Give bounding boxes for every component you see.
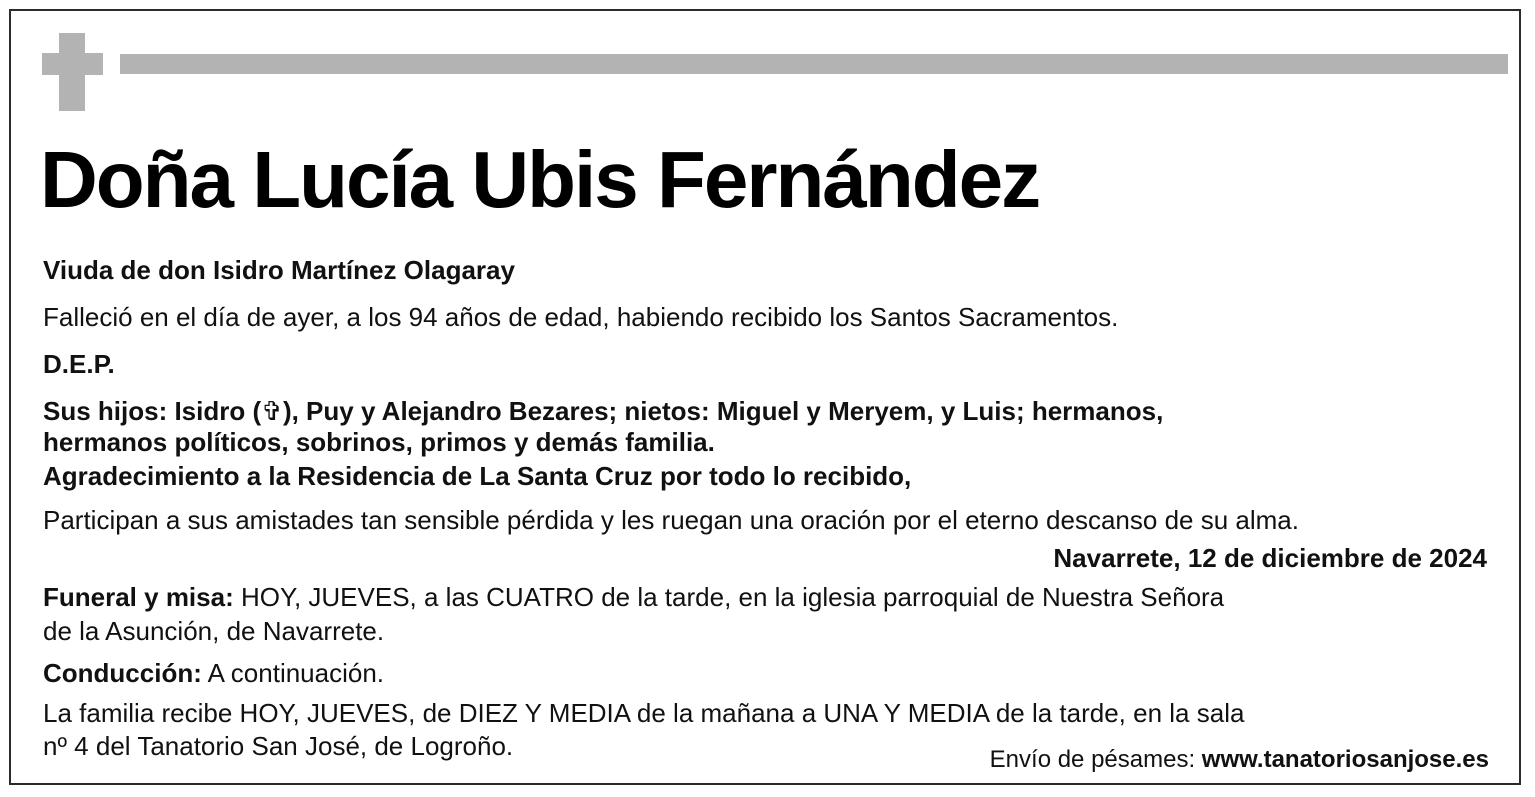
funeral-label: Funeral y misa: — [43, 582, 234, 612]
reception-line-2: nº 4 del Tanatorio San José, de Logroño. — [43, 731, 514, 761]
rip-text: D.E.P. — [43, 349, 115, 379]
conduction-line — [43, 659, 384, 688]
condolence-line — [990, 746, 1489, 774]
condolence-url[interactable]: www.tanatoriosanjose.es — [1201, 746, 1489, 773]
family-line-1-end: ), Puy y Alejandro Bezares; nietos: Miguel y Meryem, y Luis; hermanos, — [282, 396, 1164, 426]
widow-of-line: Viuda de don Isidro Martínez Olagaray — [43, 255, 515, 285]
request-line: Participan a sus amistades tan sensible pérdida y les ruegan una oración por el eterno descanso de su alma. — [43, 505, 1299, 535]
conduction-label: Conducción: — [43, 658, 202, 688]
condolence-label: Envío de pésames: — [989, 746, 1202, 773]
family-line-1 — [43, 397, 1163, 426]
place-date: Navarrete, 12 de diciembre de 2024 — [1053, 543, 1487, 573]
reception-line-1: La familia recibe HOY, JUEVES, de DIEZ Y MEDIA de la mañana a UNA Y MEDIA de la tarde, en la sala — [43, 698, 1245, 728]
header-rule — [120, 54, 1508, 74]
funeral-line-2: de la Asunción, de Navarrete. — [43, 616, 385, 646]
family-line-2: hermanos políticos, sobrinos, primos y demás familia. — [43, 427, 715, 457]
death-note: Falleció en el día de ayer, a los 94 años de edad, habiendo recibido los Santos Sacramentos. — [43, 302, 1119, 332]
funeral-text-1: HOY, JUEVES, a las CUATRO de la tarde, en la iglesia parroquial de Nuestra Señora — [233, 582, 1225, 612]
deceased-name: Doña Lucía Ubis Fernández — [40, 135, 1040, 224]
cross-horizontal-bar — [42, 53, 103, 75]
thanks-line: Agradecimiento a la Residencia de La Santa Cruz por todo lo recibido, — [43, 461, 912, 491]
family-line-1-start: Sus hijos: Isidro ( — [43, 396, 262, 426]
conduction-text: A continuación. — [201, 658, 385, 688]
funeral-line-1 — [43, 583, 1224, 612]
dagger-icon: ✞ — [261, 396, 283, 426]
